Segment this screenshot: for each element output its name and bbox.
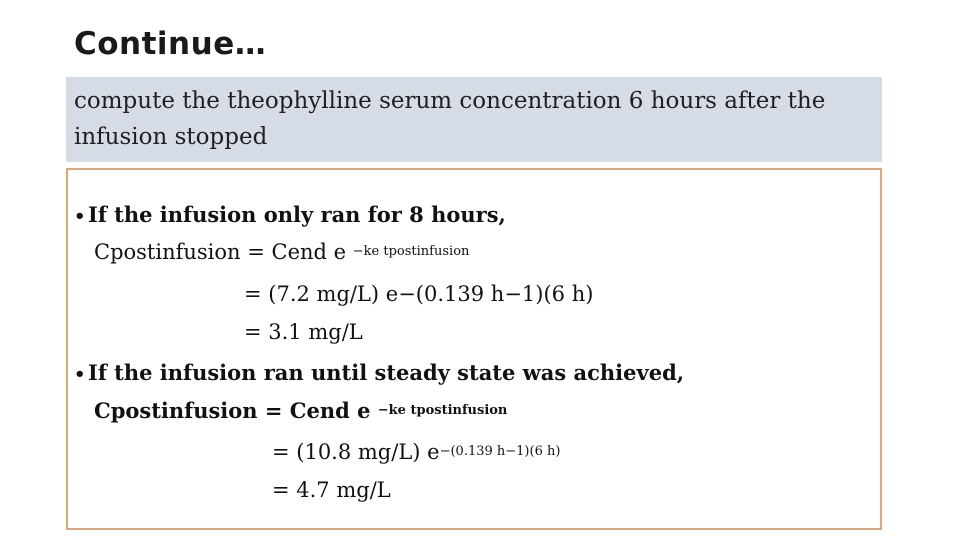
equation-lhs: Cpostinfusion = Cend e bbox=[94, 398, 371, 423]
bullet-dot: • bbox=[74, 206, 86, 227]
bullet-2 bbox=[74, 360, 684, 385]
bullet-1-equation-1 bbox=[94, 240, 469, 264]
bullet-2-heading: If the infusion ran until steady state was achieved, bbox=[88, 360, 685, 385]
bullet-1-equation-2: = (7.2 mg/L) e−(0.139 h−1)(6 h) bbox=[244, 282, 594, 306]
bullet-1 bbox=[74, 202, 506, 227]
bullet-2-result: = 4.7 mg/L bbox=[272, 478, 391, 502]
bullet-2-equation-2 bbox=[272, 440, 560, 464]
bullet-2-equation-1 bbox=[94, 398, 507, 423]
bullet-dot: • bbox=[74, 364, 86, 385]
equation-exponent: −ke tpostinfusion bbox=[377, 403, 508, 418]
equation-exponent: −(0.139 h−1)(6 h) bbox=[439, 444, 561, 459]
bullet-1-heading: If the infusion only ran for 8 hours, bbox=[88, 202, 506, 227]
equation-exponent: −ke tpostinfusion bbox=[352, 244, 470, 259]
equation-base: = (10.8 mg/L) e bbox=[272, 440, 440, 464]
equation-lhs: Cpostinfusion = Cend e bbox=[94, 240, 347, 264]
bullet-1-result: = 3.1 mg/L bbox=[244, 320, 363, 344]
subtitle-text: compute the theophylline serum concentration 6 hours after the infusion stopped bbox=[74, 88, 826, 150]
slide-title: Continue… bbox=[74, 26, 267, 62]
subtitle-box bbox=[66, 77, 882, 162]
